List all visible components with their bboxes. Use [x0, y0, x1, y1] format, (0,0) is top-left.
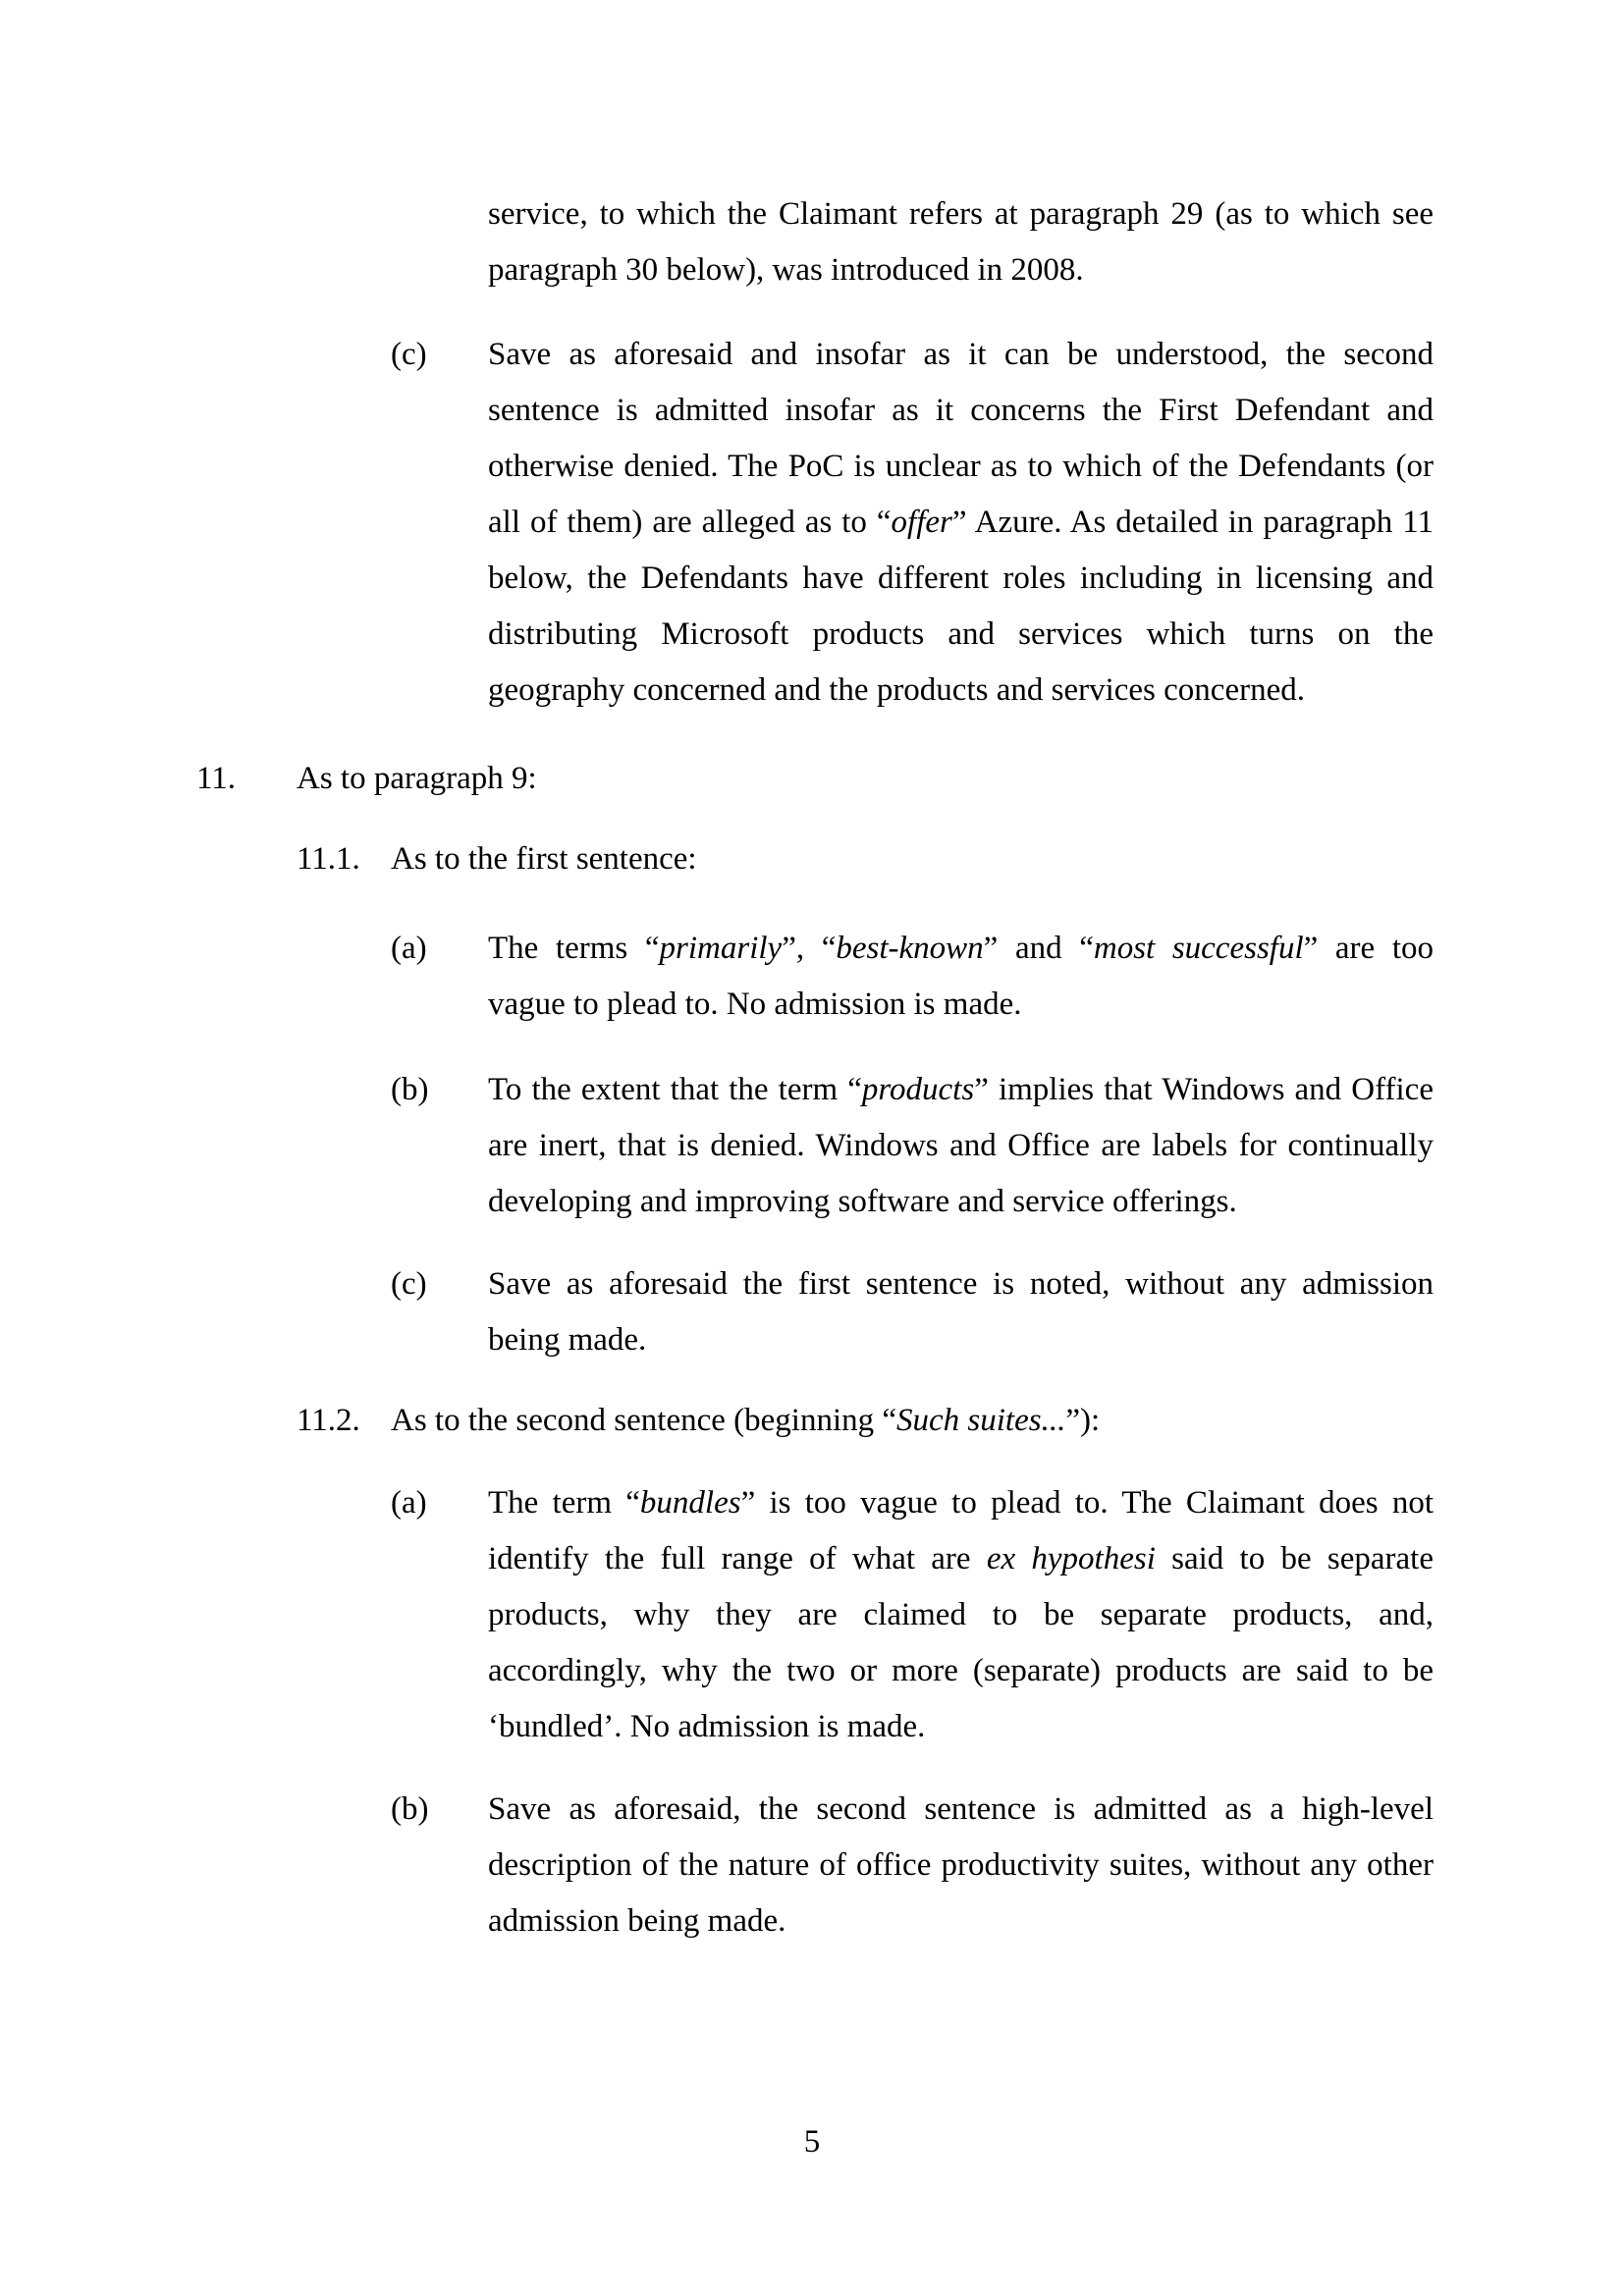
item-marker: (a): [391, 1485, 427, 1521]
item-marker: (a): [391, 931, 427, 966]
paragraph-continuation: [488, 187, 1434, 298]
item-text: To the extent that the term “products” implies that Windows and Office are inert, that is denied. Windows and Office are labels for continually developing and improving software and service offerings.: [488, 1072, 1434, 1219]
item-marker: 11.1.: [297, 841, 360, 877]
item-marker: 11.2.: [297, 1403, 360, 1438]
item-text: Save as aforesaid the first sentence is noted, without any admission being made.: [488, 1266, 1434, 1358]
item-text: Save as aforesaid and insofar as it can be understood, the second sentence is admitted insofar as it concerns the First Defendant and otherwise denied. The PoC is unclear as to which of the Defendants (or all of them) are alleged as to “offer” Azure. As detailed in paragraph 11 below, the Defendants have different roles including in licensing and distributing Microsoft products and services which turns on the geography concerned and the products and services concerned.: [488, 337, 1434, 708]
item-text: As to paragraph 9:: [297, 761, 537, 796]
paragraph-text: service, to which the Claimant refers at paragraph 29 (as to which see paragraph 30 below), was introduced in 2008.: [488, 196, 1434, 288]
item-text: As to the first sentence:: [391, 841, 697, 877]
item-marker: (b): [391, 1072, 429, 1107]
item-a-1: [391, 921, 1434, 1033]
item-11-1: [297, 831, 1434, 887]
item-text: The term “bundles” is too vague to plead to. The Claimant does not identify the full range of what are ex hypothesi said to be separate products, why they are claimed to be separate products, and, accordingly, why the two or more (separate) products are said to be ‘bundled’. No admission is made.: [488, 1485, 1434, 1744]
item-11-2: [297, 1393, 1434, 1449]
item-c-1: [391, 327, 1434, 719]
item-marker: (c): [391, 337, 427, 372]
item-marker: (b): [391, 1791, 429, 1827]
item-11: [196, 751, 1434, 807]
item-a-2: [391, 1475, 1434, 1755]
item-b-2: [391, 1782, 1434, 1949]
item-b-1: [391, 1062, 1434, 1230]
item-text: The terms “primarily”, “best-known” and “most successful” are too vague to plead to. No admission is made.: [488, 931, 1434, 1022]
item-marker: 11.: [196, 761, 237, 796]
item-text: As to the second sentence (beginning “Such suites...”):: [391, 1403, 1101, 1438]
item-c-2: [391, 1256, 1434, 1368]
item-marker: (c): [391, 1266, 427, 1302]
page-number: 5: [803, 2124, 821, 2160]
item-text: Save as aforesaid, the second sentence is admitted as a high-level description of the nature of office productivity suites, without any other admission being made.: [488, 1791, 1434, 1939]
